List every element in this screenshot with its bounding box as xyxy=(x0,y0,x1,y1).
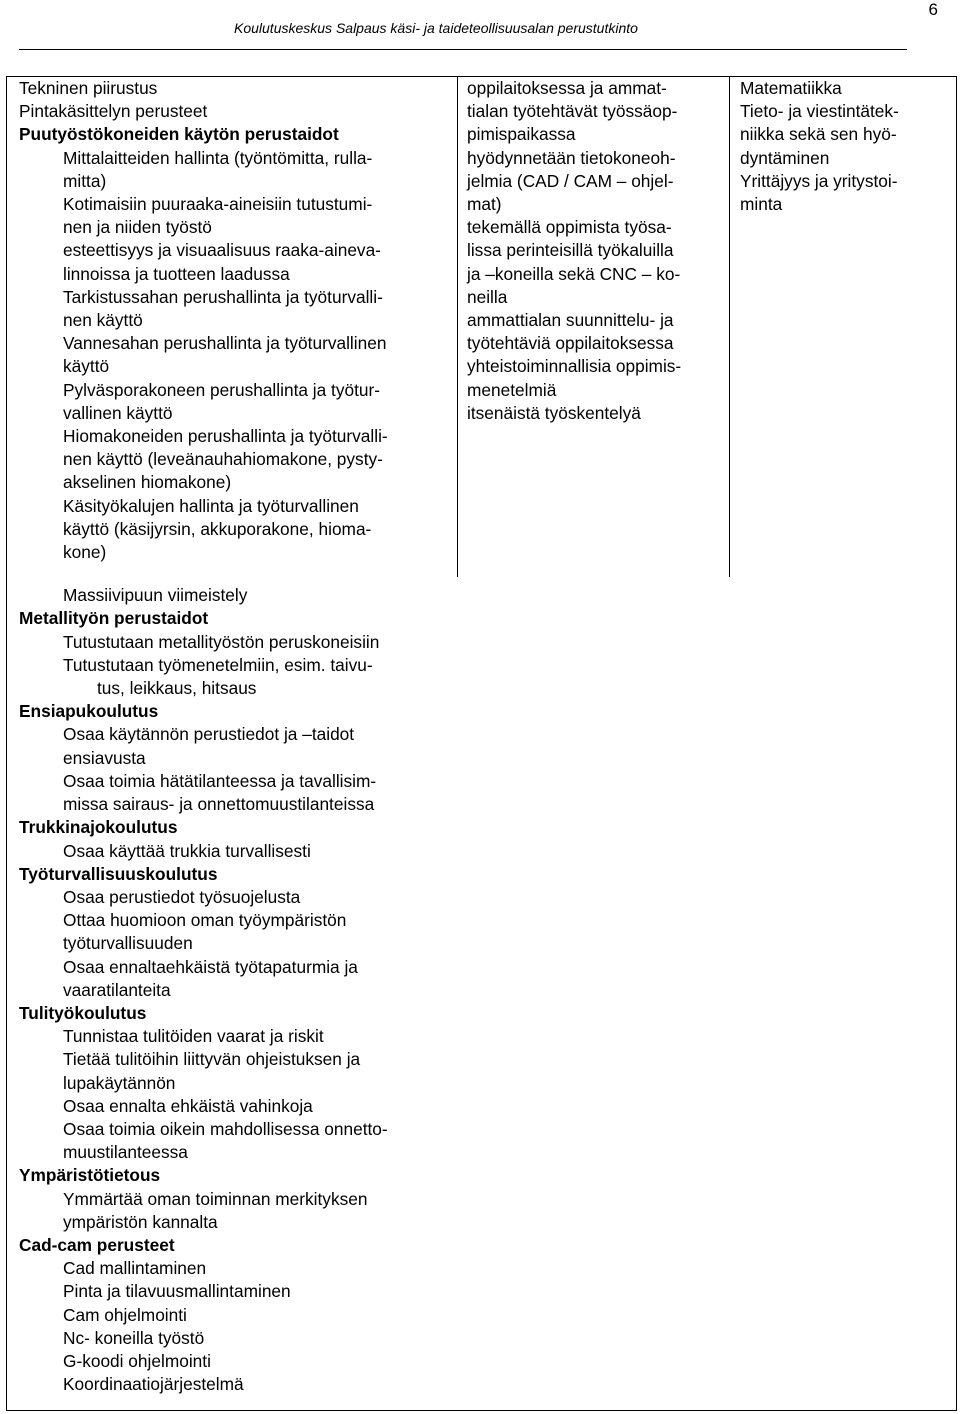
content-line: Vannesahan perushallinta ja työturvallinen xyxy=(63,333,387,354)
column-divider-1 xyxy=(457,76,458,577)
content-line: esteettisyys ja visuaalisuus raaka-aineva- xyxy=(63,240,381,261)
document-header-title: Koulutuskeskus Salpaus käsi- ja taideteollisuusalan perustutkinto xyxy=(234,20,638,36)
content-line: ensiavusta xyxy=(63,747,146,768)
core-subject-line: Yrittäjyys ja yritystoi- xyxy=(740,170,898,191)
section-heading: Työturvallisuuskoulutus xyxy=(19,863,218,884)
content-line: Pinta ja tilavuusmallintaminen xyxy=(63,1281,291,1302)
content-line: Cam ohjelmointi xyxy=(63,1304,187,1325)
content-line: Koordinaatiojärjestelmä xyxy=(63,1374,244,1395)
section-heading: Puutyöstökoneiden käytön perustaidot xyxy=(19,124,339,145)
method-line: tekemällä oppimista työsa- xyxy=(467,217,672,238)
content-line: Osaa toimia hätätilanteessa ja tavallisim- xyxy=(63,770,377,791)
method-line: pimispaikassa xyxy=(467,124,576,145)
content-line: vaaratilanteita xyxy=(63,979,171,1000)
core-subject-line: niikka sekä sen hyö- xyxy=(740,124,897,145)
content-line: ympäristön kannalta xyxy=(63,1211,218,1232)
section-heading: Metallityön perustaidot xyxy=(19,608,209,629)
content-line: Ottaa huomioon oman työympäristön xyxy=(63,910,347,931)
method-line: yhteistoiminnallisia oppimis- xyxy=(467,356,682,377)
header-divider xyxy=(19,49,907,50)
content-line: Tarkistussahan perushallinta ja työturvalli- xyxy=(63,286,383,307)
method-line: tialan työtehtävät työssäop- xyxy=(467,101,678,122)
content-line: Kotimaisiin puuraaka-aineisiin tutustumi- xyxy=(63,194,373,215)
content-line: muustilanteessa xyxy=(63,1142,188,1163)
method-line: jelmia (CAD / CAM – ohjel- xyxy=(467,170,674,191)
content-line: Pylväsporakoneen perushallinta ja työtur- xyxy=(63,379,381,400)
content-line: Pintakäsittelyn perusteet xyxy=(19,101,208,122)
content-line: Käsityökalujen hallinta ja työturvallinen xyxy=(63,495,359,516)
content-line: Tekninen piirustus xyxy=(19,78,158,98)
content-line: vallinen käyttö xyxy=(63,402,173,423)
content-line: mitta) xyxy=(63,170,107,191)
content-line: Tutustutaan metallityöstön peruskoneisiin xyxy=(63,631,380,652)
content-line: missa sairaus- ja onnettomuustilanteissa xyxy=(63,794,375,815)
section-heading: Ympäristötietous xyxy=(19,1165,161,1186)
content-line: akselinen hiomakone) xyxy=(63,472,232,493)
method-line: ammattialan suunnittelu- ja xyxy=(467,310,674,331)
content-line: Osaa ennaltaehkäistä työtapaturmia ja xyxy=(63,956,358,977)
content-line: Osaa käytännön perustiedot ja –taidot xyxy=(63,724,355,745)
section-heading: Ensiapukoulutus xyxy=(19,701,159,722)
spacer xyxy=(19,564,457,584)
method-line: hyödynnetään tietokoneoh- xyxy=(467,147,676,168)
method-line: neilla xyxy=(467,286,508,307)
content-line: linnoissa ja tuotteen laadussa xyxy=(63,263,290,284)
content-column xyxy=(19,77,457,1396)
content-line: G-koodi ohjelmointi xyxy=(63,1350,211,1371)
content-line: Osaa käyttää trukkia turvallisesti xyxy=(63,840,311,861)
content-line: Osaa toimia oikein mahdollisessa onnetto- xyxy=(63,1118,388,1139)
content-line: Cad mallintaminen xyxy=(63,1258,207,1279)
content-line: Mittalaitteiden hallinta (työntömitta, rulla- xyxy=(63,147,373,168)
core-subject-line: dyntäminen xyxy=(740,147,830,168)
content-line: Tutustutaan työmenetelmiin, esim. taivu- xyxy=(63,654,373,675)
method-line: mat) xyxy=(467,194,502,215)
content-line: Nc- koneilla työstö xyxy=(63,1327,205,1348)
method-line: itsenäistä työskentelyä xyxy=(467,402,641,423)
content-line: nen käyttö xyxy=(63,310,143,331)
column-divider-2 xyxy=(729,76,730,577)
content-line: Hiomakoneiden perushallinta ja työturvalli- xyxy=(63,426,388,447)
content-line: Ymmärtää oman toiminnan merkityksen xyxy=(63,1188,368,1209)
method-line: työtehtäviä oppilaitoksessa xyxy=(467,333,674,354)
content-line: käyttö (käsijyrsin, akkuporakone, hioma- xyxy=(63,518,372,539)
content-line: Tietää tulitöihin liittyvän ohjeistuksen ja xyxy=(63,1049,361,1070)
content-line: Massiivipuun viimeistely xyxy=(63,585,248,606)
content-line: nen käyttö (leveänauhahiomakone, pysty- xyxy=(63,449,383,470)
content-line: nen ja niiden työstö xyxy=(63,217,212,238)
method-line: lissa perinteisillä työkaluilla xyxy=(467,240,674,261)
section-heading: Tulityökoulutus xyxy=(19,1002,147,1023)
method-line: oppilaitoksessa ja ammat- xyxy=(467,78,667,98)
content-line: Tunnistaa tulitöiden vaarat ja riskit xyxy=(63,1026,324,1047)
core-subject-line: Tieto- ja viestintätek- xyxy=(740,101,899,122)
section-heading: Trukkinajokoulutus xyxy=(19,817,178,838)
content-line: Osaa ennalta ehkäistä vahinkoja xyxy=(63,1095,313,1116)
core-subject-line: minta xyxy=(740,194,783,215)
content-line: lupakäytännön xyxy=(63,1072,176,1093)
content-line: työturvallisuuden xyxy=(63,933,193,954)
method-line: ja –koneilla sekä CNC – ko- xyxy=(467,263,681,284)
section-heading: Cad-cam perusteet xyxy=(19,1234,175,1255)
content-line: Osaa perustiedot työsuojelusta xyxy=(63,886,301,907)
content-line: tus, leikkaus, hitsaus xyxy=(97,678,257,699)
content-line: käyttö xyxy=(63,356,110,377)
core-subjects-column xyxy=(740,77,950,216)
methods-column xyxy=(467,77,722,425)
core-subject-line: Matematiikka xyxy=(740,78,842,98)
content-line: kone) xyxy=(63,542,107,563)
page-number: 6 xyxy=(928,0,938,19)
method-line: menetelmiä xyxy=(467,379,557,400)
